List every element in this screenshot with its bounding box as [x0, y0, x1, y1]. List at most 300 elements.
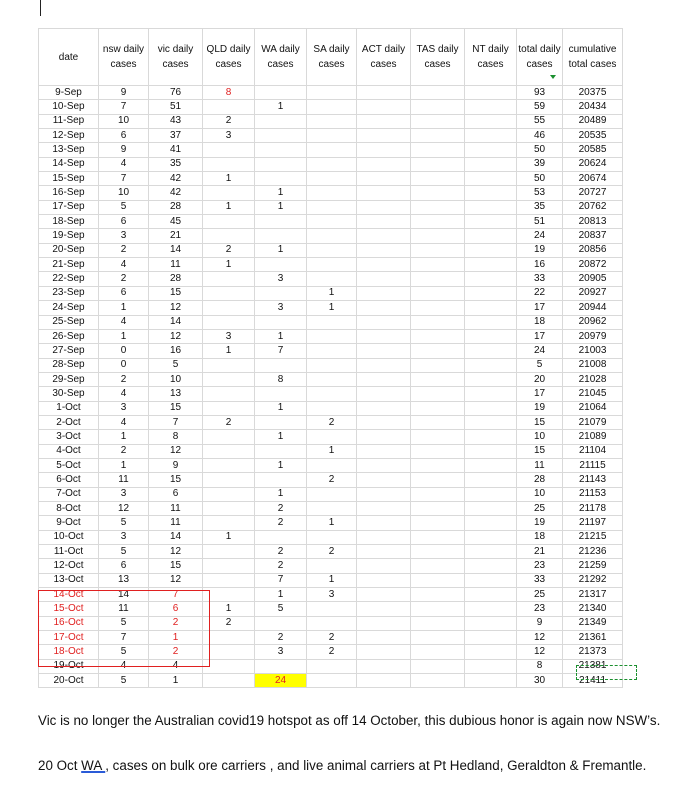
cell-sa[interactable]	[307, 674, 357, 688]
cell-nsw[interactable]: 2	[99, 243, 149, 257]
cell-cumulative[interactable]: 20979	[563, 329, 623, 343]
cell-act[interactable]	[357, 143, 411, 157]
cell-date[interactable]: 5-Oct	[39, 458, 99, 472]
cell-nt[interactable]	[465, 616, 517, 630]
cell-wa[interactable]: 1	[255, 401, 307, 415]
cell-qld[interactable]: 1	[203, 258, 255, 272]
cell-total[interactable]: 93	[517, 86, 563, 100]
cell-qld[interactable]	[203, 573, 255, 587]
cell-wa[interactable]	[255, 129, 307, 143]
cell-qld[interactable]	[203, 516, 255, 530]
cell-wa[interactable]	[255, 86, 307, 100]
cell-tas[interactable]	[411, 458, 465, 472]
cell-total[interactable]: 18	[517, 530, 563, 544]
cell-vic[interactable]: 51	[149, 100, 203, 114]
cell-sa[interactable]	[307, 129, 357, 143]
cell-vic[interactable]: 12	[149, 545, 203, 559]
cell-wa[interactable]	[255, 286, 307, 300]
cell-nt[interactable]	[465, 444, 517, 458]
cell-vic[interactable]: 7	[149, 415, 203, 429]
cell-date[interactable]: 15-Oct	[39, 602, 99, 616]
cell-nsw[interactable]: 3	[99, 229, 149, 243]
cell-act[interactable]	[357, 329, 411, 343]
cell-nt[interactable]	[465, 401, 517, 415]
cell-cumulative[interactable]: 21008	[563, 358, 623, 372]
cell-nsw[interactable]: 6	[99, 286, 149, 300]
cell-total[interactable]: 53	[517, 186, 563, 200]
cell-nt[interactable]	[465, 631, 517, 645]
cell-nt[interactable]	[465, 200, 517, 214]
cell-vic[interactable]: 12	[149, 444, 203, 458]
cell-nsw[interactable]: 6	[99, 559, 149, 573]
cell-nsw[interactable]: 7	[99, 100, 149, 114]
cell-wa[interactable]	[255, 215, 307, 229]
cell-nt[interactable]	[465, 215, 517, 229]
cell-cumulative[interactable]: 21197	[563, 516, 623, 530]
cell-nsw[interactable]: 4	[99, 258, 149, 272]
cell-tas[interactable]	[411, 301, 465, 315]
cell-sa[interactable]	[307, 659, 357, 673]
cell-nt[interactable]	[465, 315, 517, 329]
cell-wa[interactable]	[255, 258, 307, 272]
cell-act[interactable]	[357, 372, 411, 386]
cell-cumulative[interactable]: 21373	[563, 645, 623, 659]
cell-vic[interactable]: 4	[149, 659, 203, 673]
cell-vic[interactable]: 15	[149, 401, 203, 415]
cell-total[interactable]: 9	[517, 616, 563, 630]
cell-nt[interactable]	[465, 143, 517, 157]
cell-nsw[interactable]: 2	[99, 272, 149, 286]
cell-nsw[interactable]: 13	[99, 573, 149, 587]
cell-vic[interactable]: 9	[149, 458, 203, 472]
cell-total[interactable]: 18	[517, 315, 563, 329]
cell-act[interactable]	[357, 559, 411, 573]
cell-nt[interactable]	[465, 229, 517, 243]
cell-sa[interactable]	[307, 229, 357, 243]
cell-vic[interactable]: 15	[149, 559, 203, 573]
cell-date[interactable]: 20-Sep	[39, 243, 99, 257]
cell-tas[interactable]	[411, 272, 465, 286]
cell-sa[interactable]	[307, 358, 357, 372]
cell-sa[interactable]	[307, 487, 357, 501]
cell-wa[interactable]: 1	[255, 100, 307, 114]
cell-qld[interactable]: 1	[203, 200, 255, 214]
cell-sa[interactable]	[307, 501, 357, 515]
cell-qld[interactable]	[203, 631, 255, 645]
cell-nt[interactable]	[465, 659, 517, 673]
cell-qld[interactable]	[203, 444, 255, 458]
cell-act[interactable]	[357, 114, 411, 128]
cell-vic[interactable]: 10	[149, 372, 203, 386]
cell-sa[interactable]: 1	[307, 286, 357, 300]
cell-nt[interactable]	[465, 358, 517, 372]
cell-act[interactable]	[357, 215, 411, 229]
cell-sa[interactable]	[307, 114, 357, 128]
cell-wa[interactable]: 2	[255, 501, 307, 515]
cell-qld[interactable]	[203, 559, 255, 573]
cell-sa[interactable]	[307, 616, 357, 630]
cell-tas[interactable]	[411, 344, 465, 358]
cell-date[interactable]: 30-Sep	[39, 387, 99, 401]
cell-sa[interactable]: 1	[307, 573, 357, 587]
cell-nsw[interactable]: 3	[99, 401, 149, 415]
cell-act[interactable]	[357, 186, 411, 200]
cell-date[interactable]: 17-Oct	[39, 631, 99, 645]
cell-tas[interactable]	[411, 602, 465, 616]
cell-tas[interactable]	[411, 243, 465, 257]
cell-cumulative[interactable]: 20624	[563, 157, 623, 171]
cell-nt[interactable]	[465, 473, 517, 487]
cell-wa[interactable]	[255, 358, 307, 372]
cell-vic[interactable]: 13	[149, 387, 203, 401]
cell-nsw[interactable]: 7	[99, 631, 149, 645]
cell-act[interactable]	[357, 588, 411, 602]
cell-act[interactable]	[357, 501, 411, 515]
cell-date[interactable]: 11-Sep	[39, 114, 99, 128]
cell-vic[interactable]: 15	[149, 286, 203, 300]
cell-qld[interactable]: 2	[203, 243, 255, 257]
cell-nt[interactable]	[465, 415, 517, 429]
cell-total[interactable]: 17	[517, 387, 563, 401]
cell-act[interactable]	[357, 530, 411, 544]
cell-qld[interactable]: 2	[203, 616, 255, 630]
cell-tas[interactable]	[411, 444, 465, 458]
cell-act[interactable]	[357, 659, 411, 673]
cell-sa[interactable]	[307, 200, 357, 214]
cell-wa[interactable]: 1	[255, 588, 307, 602]
cell-date[interactable]: 8-Oct	[39, 501, 99, 515]
cell-wa[interactable]	[255, 315, 307, 329]
cell-cumulative[interactable]: 20837	[563, 229, 623, 243]
cell-date[interactable]: 19-Oct	[39, 659, 99, 673]
cell-nsw[interactable]: 9	[99, 143, 149, 157]
cell-sa[interactable]: 2	[307, 473, 357, 487]
cell-qld[interactable]: 3	[203, 329, 255, 343]
cell-cumulative[interactable]: 21259	[563, 559, 623, 573]
cell-tas[interactable]	[411, 530, 465, 544]
cell-qld[interactable]	[203, 315, 255, 329]
cell-wa[interactable]	[255, 172, 307, 186]
cell-cumulative[interactable]: 21104	[563, 444, 623, 458]
cell-nt[interactable]	[465, 545, 517, 559]
cell-date[interactable]: 14-Sep	[39, 157, 99, 171]
cell-act[interactable]	[357, 100, 411, 114]
cell-act[interactable]	[357, 272, 411, 286]
cell-cumulative[interactable]: 21064	[563, 401, 623, 415]
cell-nt[interactable]	[465, 114, 517, 128]
cell-vic[interactable]: 11	[149, 501, 203, 515]
cell-total[interactable]: 12	[517, 645, 563, 659]
cell-date[interactable]: 3-Oct	[39, 430, 99, 444]
cell-cumulative[interactable]: 21340	[563, 602, 623, 616]
cell-tas[interactable]	[411, 286, 465, 300]
cell-cumulative[interactable]: 21003	[563, 344, 623, 358]
cell-sa[interactable]	[307, 100, 357, 114]
cell-nt[interactable]	[465, 258, 517, 272]
cell-date[interactable]: 17-Sep	[39, 200, 99, 214]
cell-qld[interactable]	[203, 286, 255, 300]
cell-wa[interactable]: 7	[255, 573, 307, 587]
cell-cumulative[interactable]: 21411	[563, 674, 623, 688]
cell-sa[interactable]	[307, 186, 357, 200]
cell-sa[interactable]	[307, 602, 357, 616]
cell-vic[interactable]: 28	[149, 272, 203, 286]
cell-act[interactable]	[357, 229, 411, 243]
cell-vic[interactable]: 15	[149, 473, 203, 487]
cell-nsw[interactable]: 4	[99, 387, 149, 401]
cell-act[interactable]	[357, 516, 411, 530]
cell-wa[interactable]	[255, 229, 307, 243]
cell-nt[interactable]	[465, 588, 517, 602]
cell-nt[interactable]	[465, 430, 517, 444]
cell-nt[interactable]	[465, 344, 517, 358]
cell-wa[interactable]: 2	[255, 631, 307, 645]
cell-tas[interactable]	[411, 401, 465, 415]
cell-nt[interactable]	[465, 329, 517, 343]
cell-qld[interactable]	[203, 358, 255, 372]
cell-total[interactable]: 19	[517, 401, 563, 415]
cell-nt[interactable]	[465, 272, 517, 286]
cell-vic[interactable]: 21	[149, 229, 203, 243]
cell-cumulative[interactable]: 20856	[563, 243, 623, 257]
cell-qld[interactable]	[203, 588, 255, 602]
cell-cumulative[interactable]: 21178	[563, 501, 623, 515]
cell-sa[interactable]	[307, 315, 357, 329]
cell-sa[interactable]	[307, 430, 357, 444]
cell-cumulative[interactable]: 21236	[563, 545, 623, 559]
cell-cumulative[interactable]: 20872	[563, 258, 623, 272]
cell-date[interactable]: 26-Sep	[39, 329, 99, 343]
cell-nsw[interactable]: 4	[99, 415, 149, 429]
cell-tas[interactable]	[411, 86, 465, 100]
cell-total[interactable]: 39	[517, 157, 563, 171]
cell-act[interactable]	[357, 344, 411, 358]
cell-qld[interactable]: 1	[203, 602, 255, 616]
cell-nt[interactable]	[465, 387, 517, 401]
cell-cumulative[interactable]: 20489	[563, 114, 623, 128]
cell-qld[interactable]	[203, 487, 255, 501]
cell-total[interactable]: 17	[517, 301, 563, 315]
cell-vic[interactable]: 35	[149, 157, 203, 171]
cell-sa[interactable]: 2	[307, 415, 357, 429]
cell-vic[interactable]: 2	[149, 616, 203, 630]
cell-vic[interactable]: 1	[149, 631, 203, 645]
cell-act[interactable]	[357, 86, 411, 100]
cell-qld[interactable]	[203, 272, 255, 286]
cell-wa[interactable]	[255, 444, 307, 458]
cell-tas[interactable]	[411, 645, 465, 659]
cell-qld[interactable]: 1	[203, 344, 255, 358]
cell-nsw[interactable]: 1	[99, 329, 149, 343]
cell-total[interactable]: 55	[517, 114, 563, 128]
cell-nt[interactable]	[465, 186, 517, 200]
cell-total[interactable]: 19	[517, 243, 563, 257]
cell-cumulative[interactable]: 20762	[563, 200, 623, 214]
cell-date[interactable]: 23-Sep	[39, 286, 99, 300]
cell-qld[interactable]	[203, 143, 255, 157]
cell-date[interactable]: 28-Sep	[39, 358, 99, 372]
cell-wa[interactable]: 5	[255, 602, 307, 616]
cell-tas[interactable]	[411, 616, 465, 630]
cell-date[interactable]: 14-Oct	[39, 588, 99, 602]
cell-wa[interactable]: 1	[255, 430, 307, 444]
cell-tas[interactable]	[411, 258, 465, 272]
cell-wa[interactable]: 2	[255, 559, 307, 573]
cell-date[interactable]: 12-Oct	[39, 559, 99, 573]
cell-sa[interactable]	[307, 172, 357, 186]
cell-qld[interactable]	[203, 458, 255, 472]
cell-total[interactable]: 5	[517, 358, 563, 372]
cell-total[interactable]: 8	[517, 659, 563, 673]
cell-act[interactable]	[357, 286, 411, 300]
cell-cumulative[interactable]: 20813	[563, 215, 623, 229]
cell-tas[interactable]	[411, 631, 465, 645]
cell-qld[interactable]	[203, 186, 255, 200]
cell-total[interactable]: 15	[517, 444, 563, 458]
cell-tas[interactable]	[411, 473, 465, 487]
cell-date[interactable]: 24-Sep	[39, 301, 99, 315]
cell-tas[interactable]	[411, 573, 465, 587]
cell-cumulative[interactable]: 21153	[563, 487, 623, 501]
cell-qld[interactable]: 1	[203, 530, 255, 544]
cell-date[interactable]: 10-Oct	[39, 530, 99, 544]
cell-act[interactable]	[357, 401, 411, 415]
cell-cumulative[interactable]: 20905	[563, 272, 623, 286]
cell-cumulative[interactable]: 20375	[563, 86, 623, 100]
cell-date[interactable]: 18-Oct	[39, 645, 99, 659]
cell-act[interactable]	[357, 487, 411, 501]
cell-cumulative[interactable]: 20944	[563, 301, 623, 315]
cell-total[interactable]: 33	[517, 573, 563, 587]
cell-qld[interactable]: 2	[203, 415, 255, 429]
cell-act[interactable]	[357, 258, 411, 272]
cell-date[interactable]: 7-Oct	[39, 487, 99, 501]
cell-nt[interactable]	[465, 286, 517, 300]
cell-act[interactable]	[357, 129, 411, 143]
cell-vic[interactable]: 2	[149, 645, 203, 659]
cell-total[interactable]: 24	[517, 344, 563, 358]
cell-sa[interactable]	[307, 329, 357, 343]
cell-vic[interactable]: 5	[149, 358, 203, 372]
cell-act[interactable]	[357, 645, 411, 659]
cell-nt[interactable]	[465, 501, 517, 515]
cell-date[interactable]: 19-Sep	[39, 229, 99, 243]
cell-sa[interactable]	[307, 157, 357, 171]
cell-sa[interactable]	[307, 559, 357, 573]
cell-total[interactable]: 23	[517, 602, 563, 616]
cell-nsw[interactable]: 6	[99, 129, 149, 143]
cell-tas[interactable]	[411, 372, 465, 386]
cell-act[interactable]	[357, 172, 411, 186]
cell-sa[interactable]	[307, 372, 357, 386]
cell-act[interactable]	[357, 200, 411, 214]
cell-vic[interactable]: 42	[149, 186, 203, 200]
cell-vic[interactable]: 45	[149, 215, 203, 229]
cell-cumulative[interactable]: 21361	[563, 631, 623, 645]
cell-total[interactable]: 24	[517, 229, 563, 243]
cell-qld[interactable]: 3	[203, 129, 255, 143]
cell-wa[interactable]	[255, 114, 307, 128]
cell-total[interactable]: 25	[517, 501, 563, 515]
cell-date[interactable]: 9-Oct	[39, 516, 99, 530]
cell-cumulative[interactable]: 21045	[563, 387, 623, 401]
cell-nt[interactable]	[465, 157, 517, 171]
cell-sa[interactable]: 2	[307, 631, 357, 645]
cell-act[interactable]	[357, 387, 411, 401]
cell-vic[interactable]: 11	[149, 516, 203, 530]
cell-total[interactable]: 22	[517, 286, 563, 300]
cell-total[interactable]: 10	[517, 487, 563, 501]
cell-sa[interactable]: 1	[307, 516, 357, 530]
cell-sa[interactable]	[307, 243, 357, 257]
cell-wa[interactable]: 1	[255, 243, 307, 257]
cell-total[interactable]: 50	[517, 172, 563, 186]
cell-tas[interactable]	[411, 329, 465, 343]
cell-act[interactable]	[357, 602, 411, 616]
cell-wa[interactable]: 3	[255, 645, 307, 659]
cell-cumulative[interactable]: 20535	[563, 129, 623, 143]
cell-total[interactable]: 51	[517, 215, 563, 229]
cell-nsw[interactable]: 5	[99, 616, 149, 630]
cell-nt[interactable]	[465, 674, 517, 688]
cell-date[interactable]: 18-Sep	[39, 215, 99, 229]
cell-sa[interactable]	[307, 258, 357, 272]
cell-date[interactable]: 10-Sep	[39, 100, 99, 114]
cell-tas[interactable]	[411, 114, 465, 128]
cell-qld[interactable]	[203, 501, 255, 515]
cell-nsw[interactable]: 4	[99, 659, 149, 673]
cell-qld[interactable]	[203, 473, 255, 487]
cell-nt[interactable]	[465, 100, 517, 114]
cell-cumulative[interactable]: 21143	[563, 473, 623, 487]
cell-nsw[interactable]: 3	[99, 530, 149, 544]
cell-sa[interactable]	[307, 387, 357, 401]
cell-qld[interactable]: 1	[203, 172, 255, 186]
cell-total[interactable]: 59	[517, 100, 563, 114]
cell-wa[interactable]: 2	[255, 516, 307, 530]
cell-date[interactable]: 16-Sep	[39, 186, 99, 200]
cell-wa[interactable]	[255, 530, 307, 544]
cell-wa[interactable]	[255, 473, 307, 487]
cell-wa[interactable]: 1	[255, 458, 307, 472]
cell-vic[interactable]: 14	[149, 243, 203, 257]
cell-qld[interactable]	[203, 100, 255, 114]
cell-date[interactable]: 22-Sep	[39, 272, 99, 286]
cell-nt[interactable]	[465, 645, 517, 659]
cell-wa[interactable]	[255, 616, 307, 630]
cell-tas[interactable]	[411, 129, 465, 143]
cell-act[interactable]	[357, 458, 411, 472]
cell-date[interactable]: 1-Oct	[39, 401, 99, 415]
cell-wa[interactable]: 3	[255, 301, 307, 315]
cell-wa[interactable]: 3	[255, 272, 307, 286]
cell-wa[interactable]: 1	[255, 329, 307, 343]
cell-cumulative[interactable]: 20962	[563, 315, 623, 329]
cell-tas[interactable]	[411, 588, 465, 602]
cell-date[interactable]: 12-Sep	[39, 129, 99, 143]
cell-nsw[interactable]: 1	[99, 430, 149, 444]
cell-total[interactable]: 10	[517, 430, 563, 444]
cell-wa[interactable]	[255, 157, 307, 171]
cell-vic[interactable]: 42	[149, 172, 203, 186]
cell-nsw[interactable]: 0	[99, 344, 149, 358]
cell-sa[interactable]	[307, 530, 357, 544]
cell-qld[interactable]: 8	[203, 86, 255, 100]
cell-act[interactable]	[357, 315, 411, 329]
cell-date[interactable]: 16-Oct	[39, 616, 99, 630]
cell-sa[interactable]: 2	[307, 645, 357, 659]
cell-total[interactable]: 25	[517, 588, 563, 602]
